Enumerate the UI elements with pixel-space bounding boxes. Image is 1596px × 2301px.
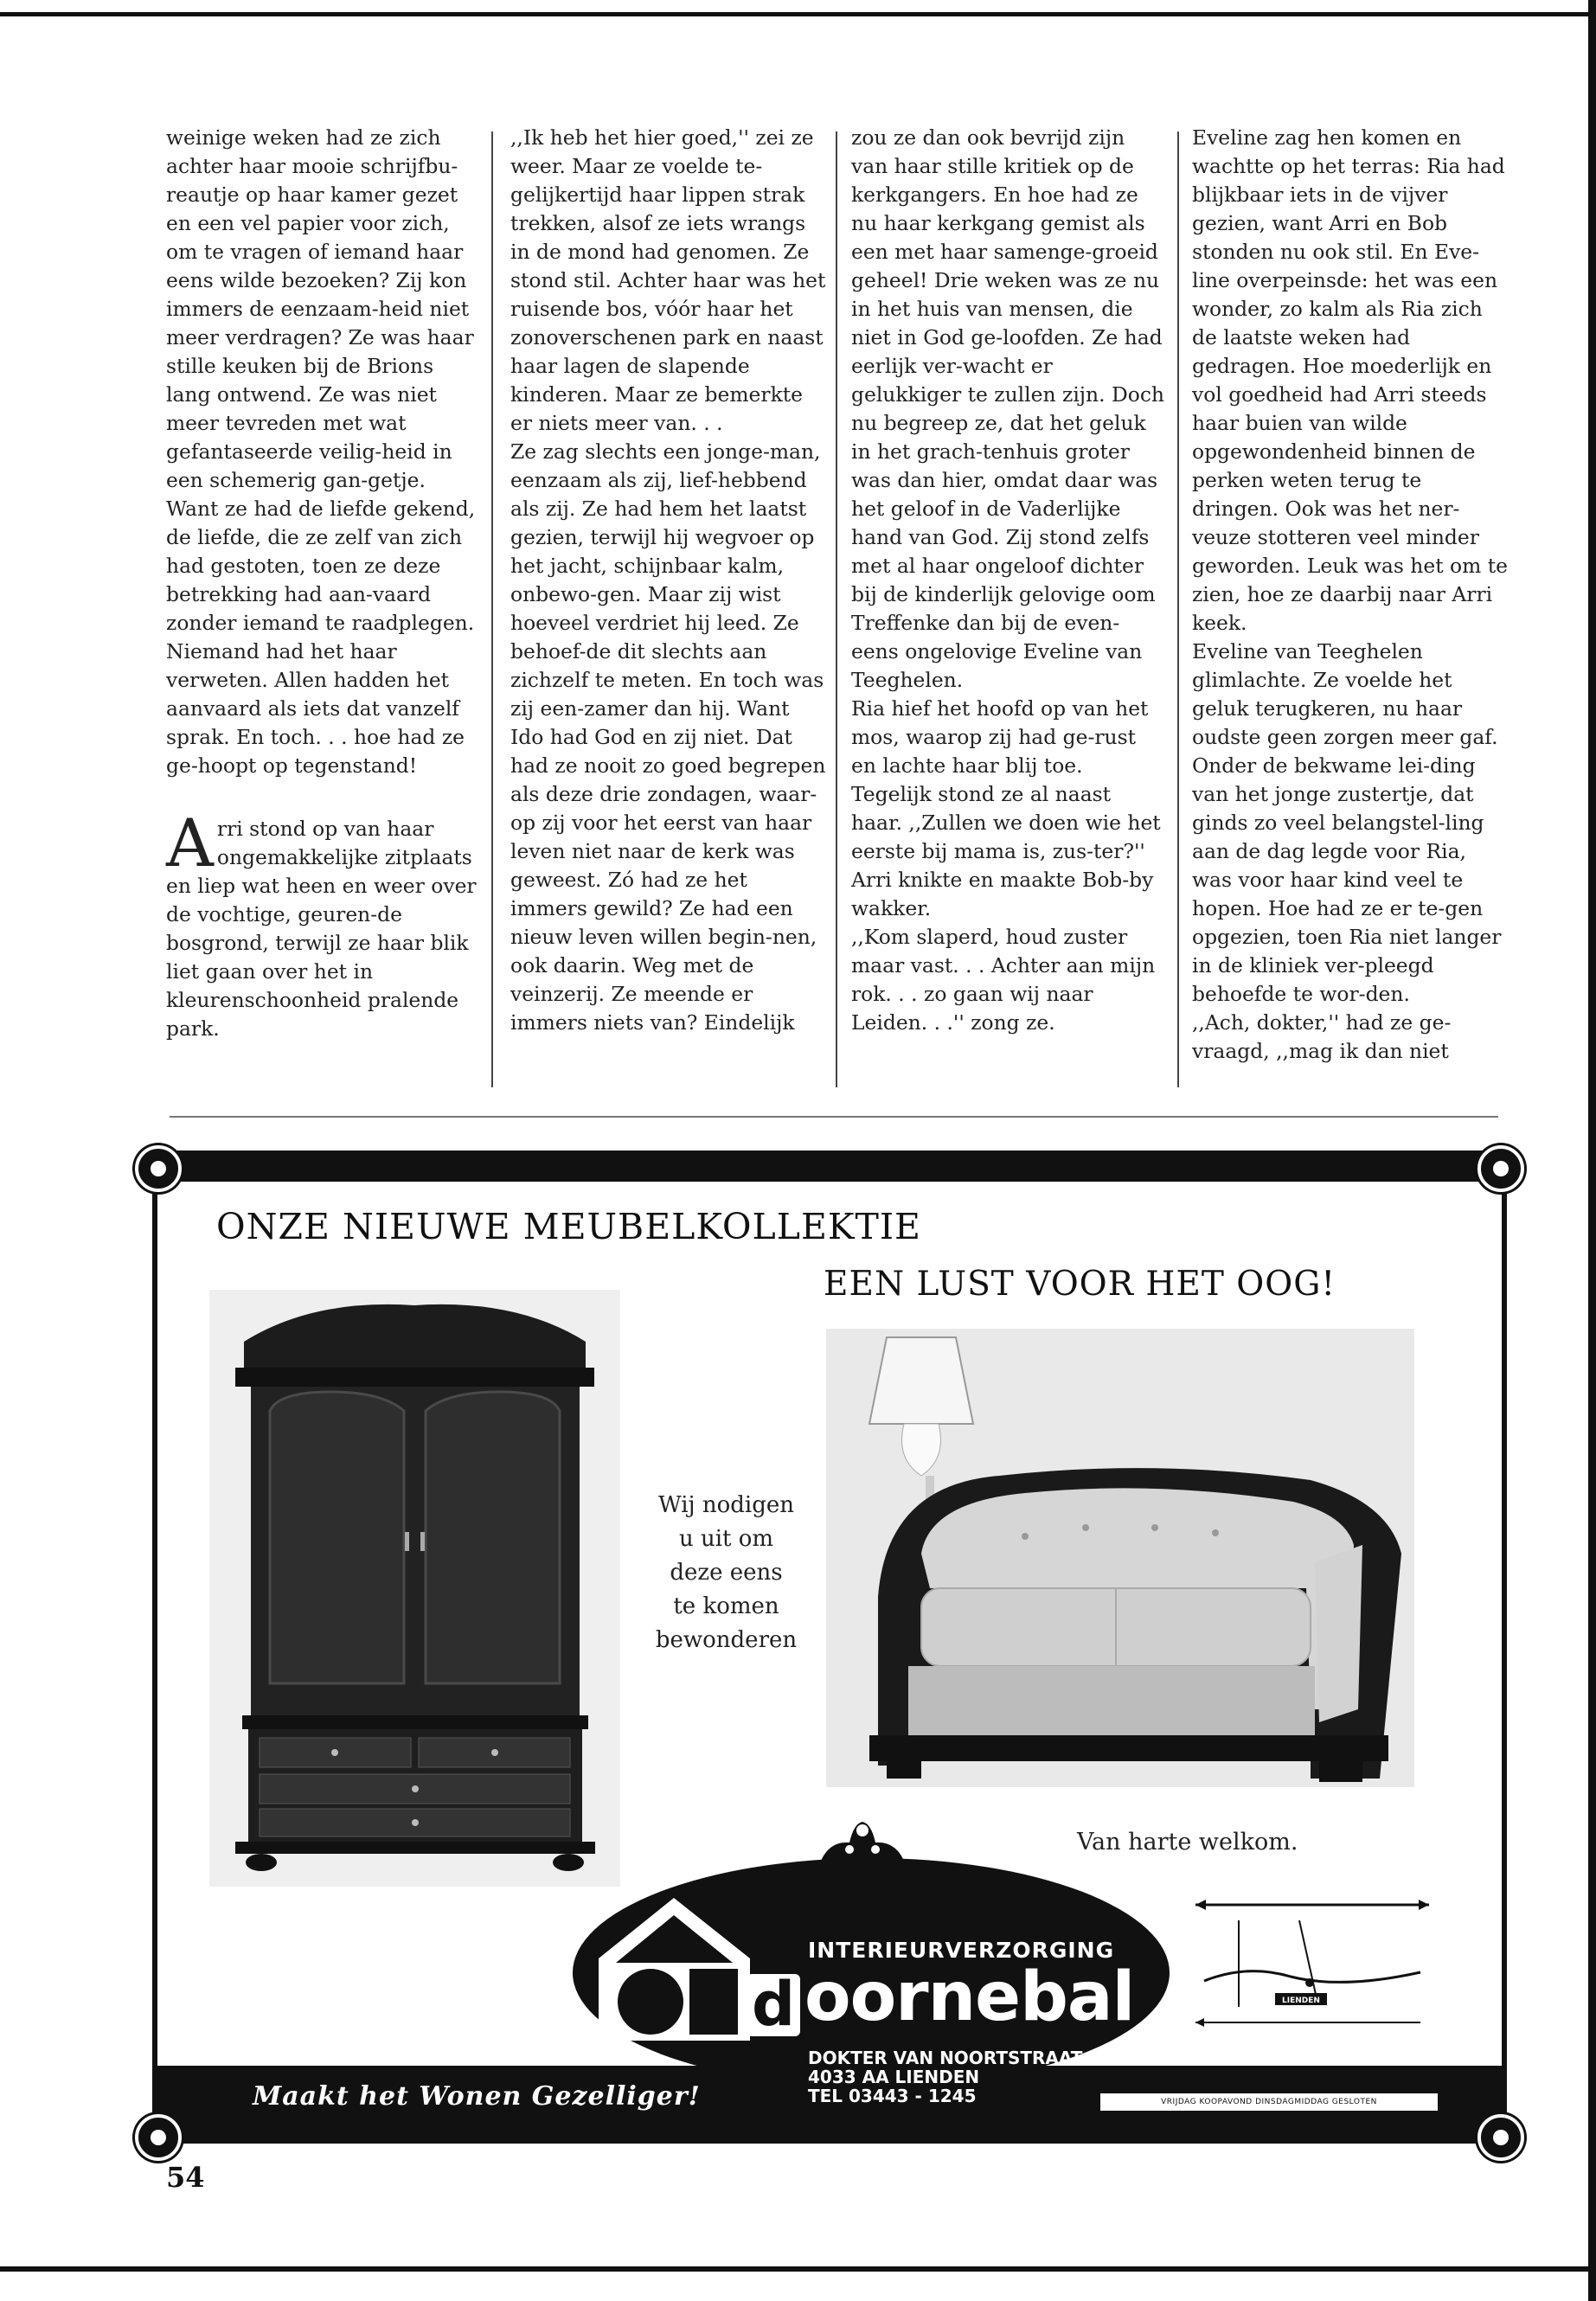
cabinet-photo [209,1290,620,1887]
column-divider [491,131,493,1087]
ad-top-band [157,1156,1502,1182]
paragraph-dropcap [166,804,482,1043]
paragraph: Arri knikte en maakte Bob-by wakker. [851,868,1154,920]
column-divider [1177,131,1179,1087]
furniture-advertisement [152,1150,1507,2144]
corner-rivet-icon [135,2114,182,2161]
ad-title: ONZE NIEUWE MEUBELKOLLEKTIE [216,1206,921,1247]
paragraph: Eveline zag hen komen en wachtte op het terras: Ria had blijkbaar iets in de vijver gezien, want Arri en Bob stonden nu ook stil. En Eve-line overpeinsde: het was een wonder, zo kalm als Ria zich de laatste weken had gedragen. Hoe moederlijk en vol goedheid had Arri steeds haar buien van wilde opgewondenheid binnen de perken weten terug te dringen. Ook was het ner-veuze stotteren veel minder geworden. Leuk was het om te zien, hoe ze daarbij naar Arri keek. [1192,125,1508,635]
paragraph: weinige weken had ze zich achter haar mooie schrijfbu-reautje op haar kamer gezet en een vel papier voor zich, om te vragen of iemand haar eens wilde bezoeken? Zij kon immers de eenzaam-heid niet meer verdragen? Ze was haar stille keuken bij de Brions lang ontwend. Ze was niet meer tevreden met wat gefantaseerde veilig-heid in een schemerig gan-getje. Want ze had de liefde gekend, de liefde, die ze zelf van zich had gestoten, toen ze deze betrekking had aan-vaard zonder iemand te raadplegen. Niemand had het haar verweten. Allen hadden het aanvaard als iets dat vanzelf sprak. En toch. . . hoe had ze ge-hoopt op tegenstand! [166,125,476,778]
map-town-label: LIENDEN [1282,1997,1320,2005]
brand-name: oornebal [804,1958,1135,2036]
location-map [1178,1894,1438,2043]
address-line: 4033 AA LIENDEN [808,2067,980,2087]
paragraph: ,,Kom slaperd, houd zuster maar vast. . . Achter aan mijn rok. . . zo gaan wij naar Leiden. . .'' zong ze. [851,925,1156,1035]
paragraph: Ze zag slechts een jonge-man, eenzaam als zij, lief-hebbend als zij. Ze had hem het laatst gezien, terwijl hij wegvoer op het jacht, schijnbaar kalm, onbewo-gen. Maar zij wist hoeveel verdriet hij leed. Ze behoef-de dit slechts aan zichzelf te meten. En toch was zij een-zamer dan hij. Want Ido had God en zij niet. Dat had ze nooit zo goed begrepen als deze drie zondagen, waar-op zij voor het eerst van haar leven niet naar de kerk was geweest. Zó had ze het immers gewild? Ze had een nieuw leven willen begin-nen, ook daarin. Weg met de veinzerij. Ze meende er immers niets van? Eindelijk [510,439,826,1035]
paragraph: ,,Ach, dokter,'' had ze ge-vraagd, ,,mag ik dan niet [1192,1010,1452,1063]
paragraph: ,,Ik heb het hier goed,'' zei ze weer. Maar ze voelde te-gelijkertijd haar lippen strak trekken, alsof ze iets wrangs in de mond had genomen. Ze stond stil. Achter haar was het ruisende bos, vóór haar het zonoverschenen park en naast haar lagen de slapende kinderen. Maar ze bemerkte er niets meer van. . . [510,125,826,435]
paragraph: zou ze dan ook bevrijd zijn van haar stille kritiek op de kerkgangers. En hoe had ze nu haar kerkgang gemist als een met haar samenge-groeid geheel! Drie weken was ze nu in het huis van mensen, die niet in God ge-loofden. Ze had eerlijk ver-wacht er gelukkiger te zullen zijn. Doch nu begreep ze, dat het geluk in het grach-tenhuis groter was dan hier, omdat daar was het geloof in de Vaderlijke hand van God. Zij stond zelfs met al haar ongeloof dichter bij de kinderlijk gelovige oom Treffenke dan bij de even-eens ongelovige Eveline van Teeghelen. [851,125,1164,692]
opening-hours-note: VRIJDAG KOOPAVOND DINSDAGMIDDAG GESLOTEN [1100,2093,1438,2111]
invite-line: bewonderen [655,1627,798,1653]
drop-cap: A [166,804,214,881]
doornebal-logo-icon [599,1898,750,2041]
welcome-text: Van harte welkom. [1077,1829,1298,1856]
paragraph: Ria hief het hoofd op van het mos, waarop zij had ge-rust en lachte haar blij toe. Tegelijk stond ze al naast haar. ,,Zullen we doen wie het eerste bij mama is, zus-ter?'' [851,696,1161,863]
invitation-text [629,1489,824,1657]
article-column-4 [1192,124,1508,1066]
right-border [1588,0,1596,2301]
invite-line: te komen [673,1593,779,1619]
corner-rivet-icon [1477,2114,1524,2161]
top-border [0,12,1596,16]
address-line: DOKTER VAN NOORTSTRAAT 7 [808,2048,1101,2068]
paragraph-text: rri stond op van haar ongemakkelijke zitplaats en liep wat heen en weer over de vochtige, geuren-de bosgrond, terwijl ze haar blik liet gaan over het in kleurenschoonheid pralende park. [166,817,477,1041]
article-column-1 [166,124,482,1043]
section-divider [170,1116,1498,1118]
corner-rivet-icon [135,1145,182,1192]
page-number: 54 [166,2161,205,2194]
address-line: TEL 03443 - 1245 [808,2086,977,2106]
column-divider [836,131,837,1087]
invite-line: u uit om [678,1526,774,1552]
invite-line: deze eens [670,1560,783,1586]
corner-rivet-icon [1477,1145,1524,1192]
bottom-border [0,2266,1596,2272]
brand-tagline: INTERIEURVERZORGING [808,1938,1115,1963]
store-address [808,2048,1100,2106]
article-column-2 [510,124,826,1037]
paragraph: Eveline van Teeghelen glimlachte. Ze voelde het geluk terugkeren, nu haar oudste geen zorgen meer gaf. Onder de bekwame lei-ding van het jonge zustertje, dat ginds zo veel belangstel-ling aan de dag legde voor Ria, was voor haar kind veel te hopen. Hoe had ze er te-gen opgezien, toen Ria niet langer in de kliniek ver-pleegd behoefde te wor-den. [1192,639,1502,1006]
invite-line: Wij nodigen [657,1492,795,1518]
article-column-3 [851,124,1167,1037]
slogan: Maakt het Wonen Gezelliger! [253,2081,701,2112]
sofa-photo [826,1329,1414,1787]
brand-initial: d [747,1974,800,2036]
ad-subtitle: EEN LUST VOOR HET OOG! [824,1265,1336,1304]
